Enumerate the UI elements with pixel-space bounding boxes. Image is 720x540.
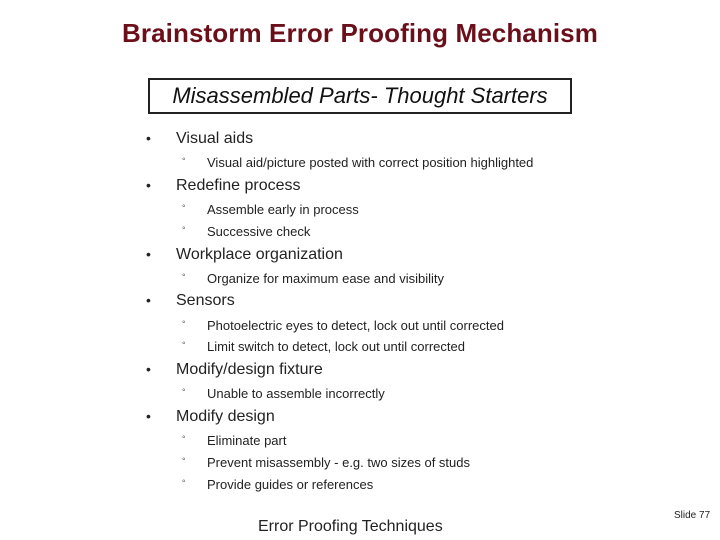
footer-text: Error Proofing Techniques (258, 518, 443, 535)
bullet-label: Sensors (176, 292, 235, 309)
sub-bullet-text: Prevent misassembly - e.g. two sizes of studs (207, 455, 470, 470)
bullet-icon: • (146, 177, 151, 193)
sub-bullet-icon: ◦ (182, 338, 186, 349)
bullet-icon: • (146, 408, 151, 424)
sub-bullet-icon: ◦ (182, 432, 186, 443)
sub-bullet-icon: ◦ (182, 223, 186, 234)
bullet-icon: • (146, 292, 151, 308)
slide-title: Brainstorm Error Proofing Mechanism (122, 18, 598, 48)
subtitle-text: Misassembled Parts- Thought Starters (172, 83, 548, 108)
bullet-icon: • (146, 130, 151, 146)
bullet-label: Modify design (176, 408, 275, 425)
sub-bullet-text: Assemble early in process (207, 202, 359, 217)
bullet-label: Redefine process (176, 177, 301, 194)
sub-bullet-icon: ◦ (182, 270, 186, 281)
bullet-icon: • (146, 246, 151, 262)
sub-bullet-text: Provide guides or references (207, 477, 374, 492)
sub-bullet-text: Photoelectric eyes to detect, lock out until corrected (207, 318, 504, 333)
sub-bullet-text: Eliminate part (207, 433, 287, 448)
sub-bullet-text: Limit switch to detect, lock out until corrected (207, 339, 465, 354)
sub-bullet-icon: ◦ (182, 454, 186, 465)
sub-bullet-icon: ◦ (182, 154, 186, 165)
sub-bullet-icon: ◦ (182, 201, 186, 212)
sub-bullet-icon: ◦ (182, 476, 186, 487)
sub-bullet-icon: ◦ (182, 317, 186, 328)
bullet-icon: • (146, 361, 151, 377)
sub-bullet-text: Unable to assemble incorrectly (207, 386, 385, 401)
sub-bullet-text: Visual aid/picture posted with correct position highlighted (207, 155, 534, 170)
slide-number: Slide 77 (674, 510, 711, 521)
bullet-label: Workplace organization (176, 246, 343, 263)
bullet-label: Modify/design fixture (176, 361, 323, 378)
subtitle-box (148, 78, 572, 114)
sub-bullet-text: Organize for maximum ease and visibility (207, 271, 444, 286)
sub-bullet-icon: ◦ (182, 385, 186, 396)
sub-bullet-text: Successive check (207, 224, 311, 239)
bullet-label: Visual aids (176, 130, 254, 147)
